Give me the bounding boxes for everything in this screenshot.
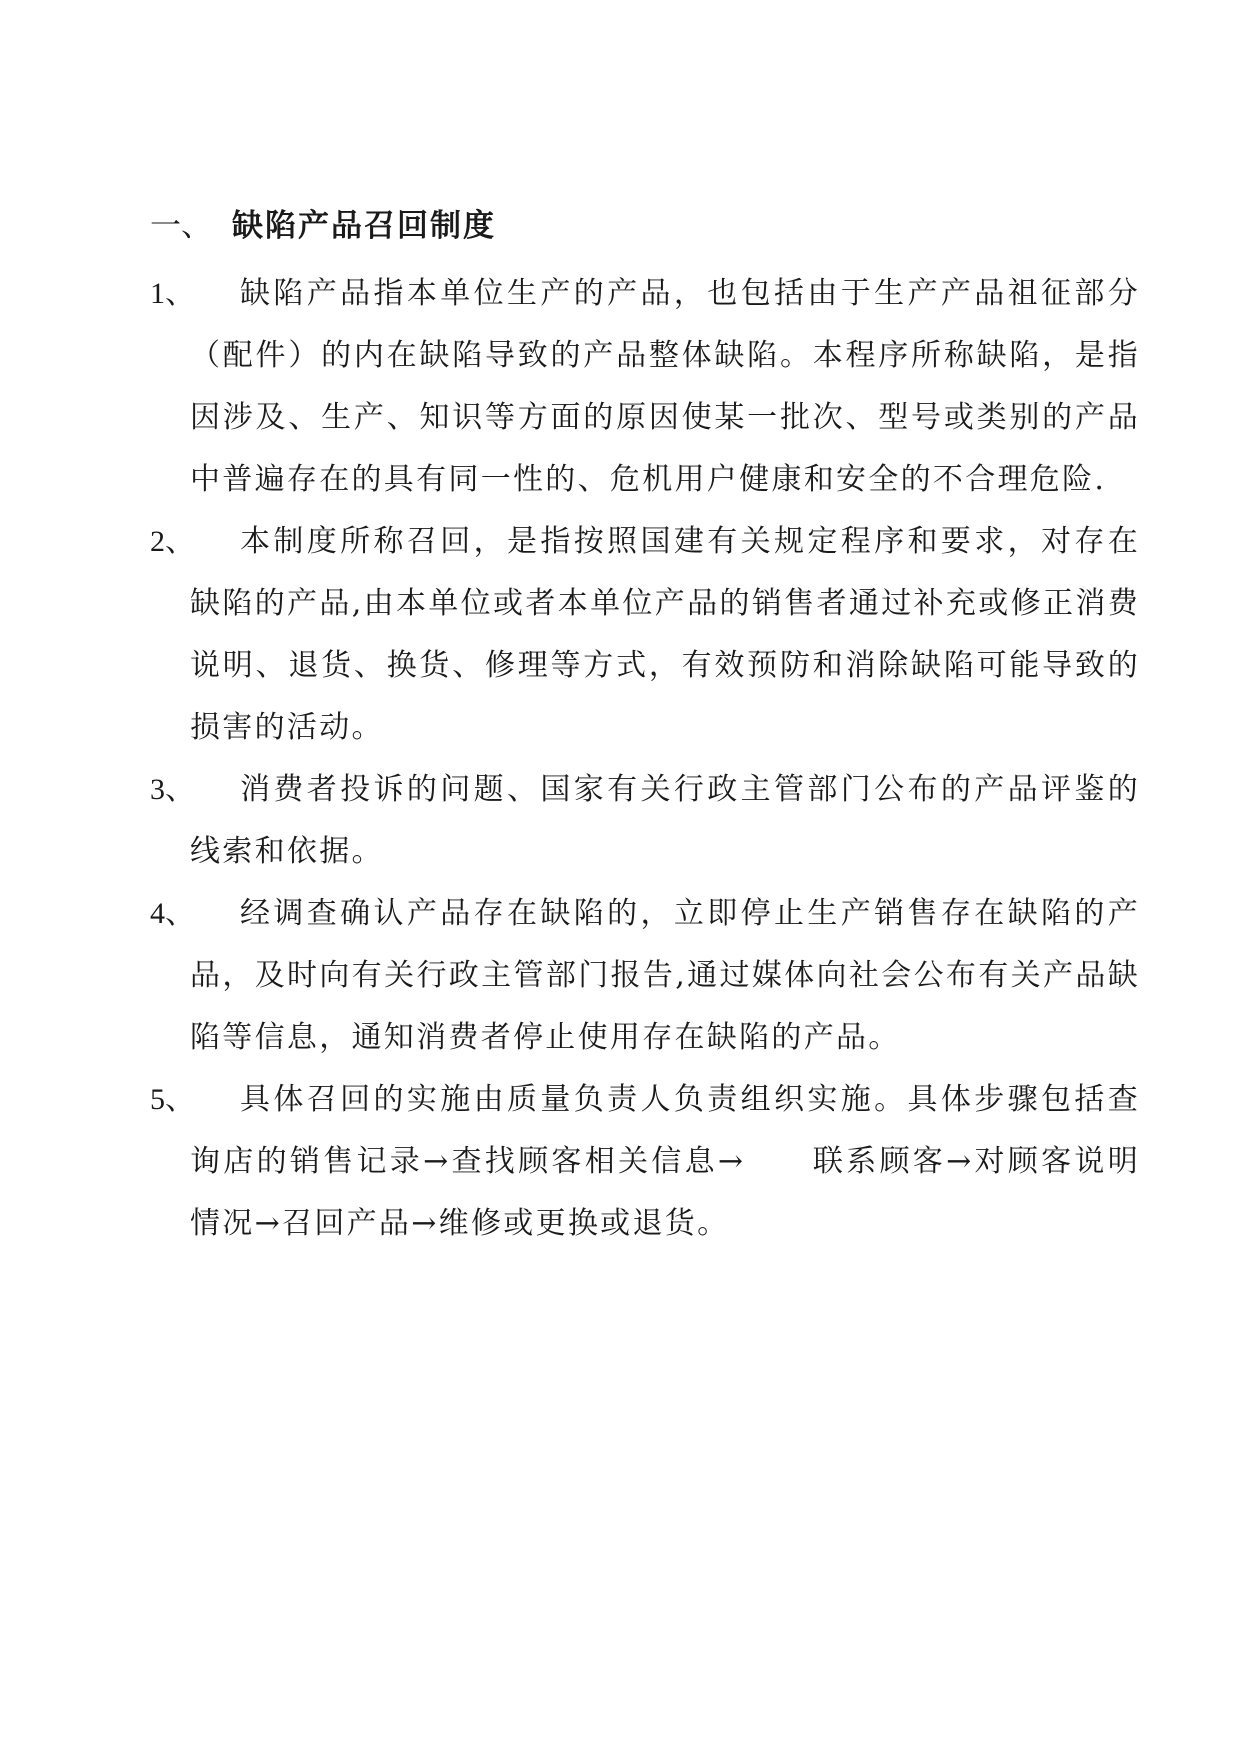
clause-item-2 (150, 511, 1140, 759)
clause-number: 3、 (150, 773, 195, 806)
clause-item-3 (150, 759, 1140, 883)
clause-text: 经调查确认产品存在缺陷的，立即停止生产销售存在缺陷的产品，及时向有关行政主管部门报告,通过媒体向社会公布有关产品缺陷等信息，通知消费者停止使用存在缺陷的产品。 (190, 896, 1140, 1055)
section-number: 一、 (150, 208, 212, 244)
clause-item-5 (150, 1069, 1140, 1255)
clause-list (150, 263, 1140, 1255)
section-heading (150, 203, 496, 249)
clause-number: 4、 (150, 897, 195, 930)
clause-text: 消费者投诉的问题、国家有关行政主管部门公布的产品评鉴的线索和依据。 (190, 772, 1140, 869)
section-title: 缺陷产品召回制度 (232, 208, 496, 244)
clause-item-1 (150, 263, 1140, 511)
clause-text: 缺陷产品指本单位生产的产品，也包括由于生产产品祖征部分（配件）的内在缺陷导致的产品整体缺陷。本程序所称缺陷，是指因涉及、生产、知识等方面的原因使某一批次、型号或类别的产品中普遍存在的具有同一性的、危机用户健康和安全的不合理危险. (190, 276, 1140, 497)
clause-number: 1、 (150, 277, 195, 310)
clause-text: 本制度所称召回，是指按照国建有关规定程序和要求，对存在缺陷的产品,由本单位或者本单位产品的销售者通过补充或修正消费说明、退货、换货、修理等方式，有效预防和消除缺陷可能导致的损害的活动。 (190, 524, 1140, 745)
clause-number: 5、 (150, 1083, 195, 1116)
clause-text: 具体召回的实施由质量负责人负责组织实施。具体步骤包括查询店的销售记录→查找顾客相关信息→ 联系顾客→对顾客说明情况→召回产品→维修或更换或退货。 (190, 1082, 1140, 1241)
clause-number: 2、 (150, 525, 195, 558)
clause-item-4 (150, 883, 1140, 1069)
